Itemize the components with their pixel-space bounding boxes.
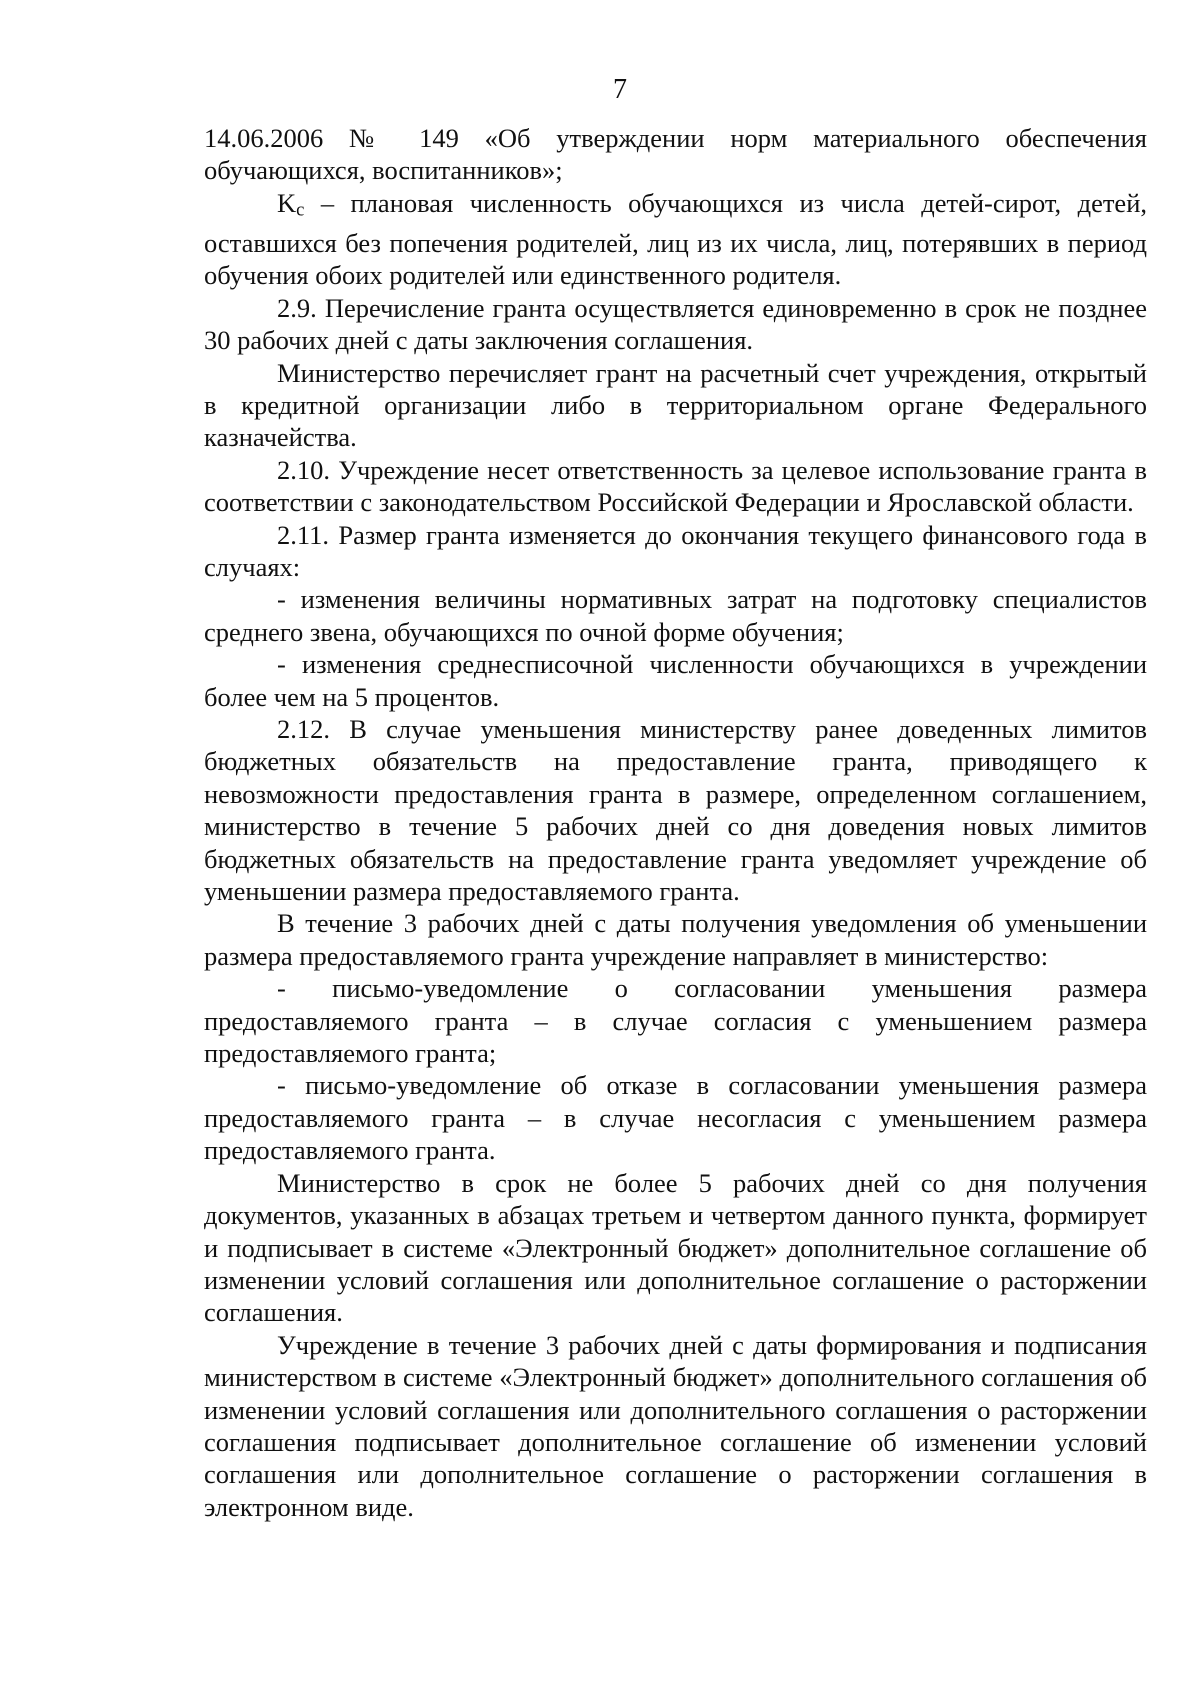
paragraph-notification-response: В течение 3 рабочих дней с даты получения уведомления об уменьшении размера предоставляемого гранта учреждение направляет в министерство: [204,908,1147,971]
kc-definition-text: – плановая численность обучающихся из числа детей-сирот, детей, оставшихся без попечения родителей, лиц из их числа, лиц, потерявших в период обучения обоих родителей или единственного родителя. [204,187,1147,291]
kc-subscript: c [296,199,305,221]
paragraph-institution-signing: Учреждение в течение 3 рабочих дней с даты формирования и подписания министерством в системе «Электронный бюджет» дополнительного соглашения об изменении условий соглашения или дополнительного соглашения о расторжении соглашения подписывает дополнительное соглашение об изменении условий соглашения или дополнительное соглашение о расторжении соглашения в электронном виде. [204,1329,1147,1522]
list-item-refusal-letter: - письмо-уведомление об отказе в согласовании уменьшения размера предоставляемого гранта – в случае несогласия с уменьшением размера предоставляемого гранта. [204,1070,1147,1166]
list-item-agreement-letter: - письмо-уведомление о согласовании уменьшения размера предоставляемого гранта – в случае согласия с уменьшением размера предоставляемого гранта; [204,973,1147,1069]
paragraph-transfer-account: Министерство перечисляет грант на расчетный счет учреждения, открытый в кредитной организации либо в территориальном органе Федерального казначейства. [204,357,1147,453]
page-number: 7 [613,74,627,105]
paragraph-2-11: 2.11. Размер гранта изменяется до окончания текущего финансового года в случаях: [204,519,1147,582]
list-item-headcount-change: - изменения среднесписочной численности обучающихся в учреждении более чем на 5 процентов. [204,649,1147,712]
paragraph-decree-reference: 14.06.2006 № 149 «Об утверждении норм материального обеспечения обучающихся, воспитанников»; [204,123,1147,186]
paragraph-2-9: 2.9. Перечисление гранта осуществляется единовременно в срок не позднее 30 рабочих дней с даты заключения соглашения. [204,292,1147,356]
kc-symbol: K [277,187,297,218]
paragraph-2-10: 2.10. Учреждение несет ответственность за целевое использование гранта в соответствии с законодательством Российской Федерации и Ярославской области. [204,454,1147,518]
paragraph-ministry-additional-agreement: Министерство в срок не более 5 рабочих дней со дня получения документов, указанных в абзацах третьем и четвертом данного пункта, формирует и подписывает в системе «Электронный бюджет» дополнительное соглашение об изменении условий соглашения или дополнительное соглашение о расторжении соглашения. [204,1167,1147,1328]
paragraph-2-12: 2.12. В случае уменьшения министерству ранее доведенных лимитов бюджетных обязательств на предоставление гранта, приводящего к невозможности предоставления гранта в размере, определенном соглашением, министерство в течение 5 рабочих дней со дня доведения новых лимитов бюджетных обязательств на предоставление гранта уведомляет учреждение об уменьшении размера предоставляемого гранта. [204,714,1147,907]
paragraph-kc-definition [204,187,1147,292]
document-body [204,122,1147,1523]
list-item-normative-costs: - изменения величины нормативных затрат на подготовку специалистов среднего звена, обучающихся по очной форме обучения; [204,584,1147,647]
